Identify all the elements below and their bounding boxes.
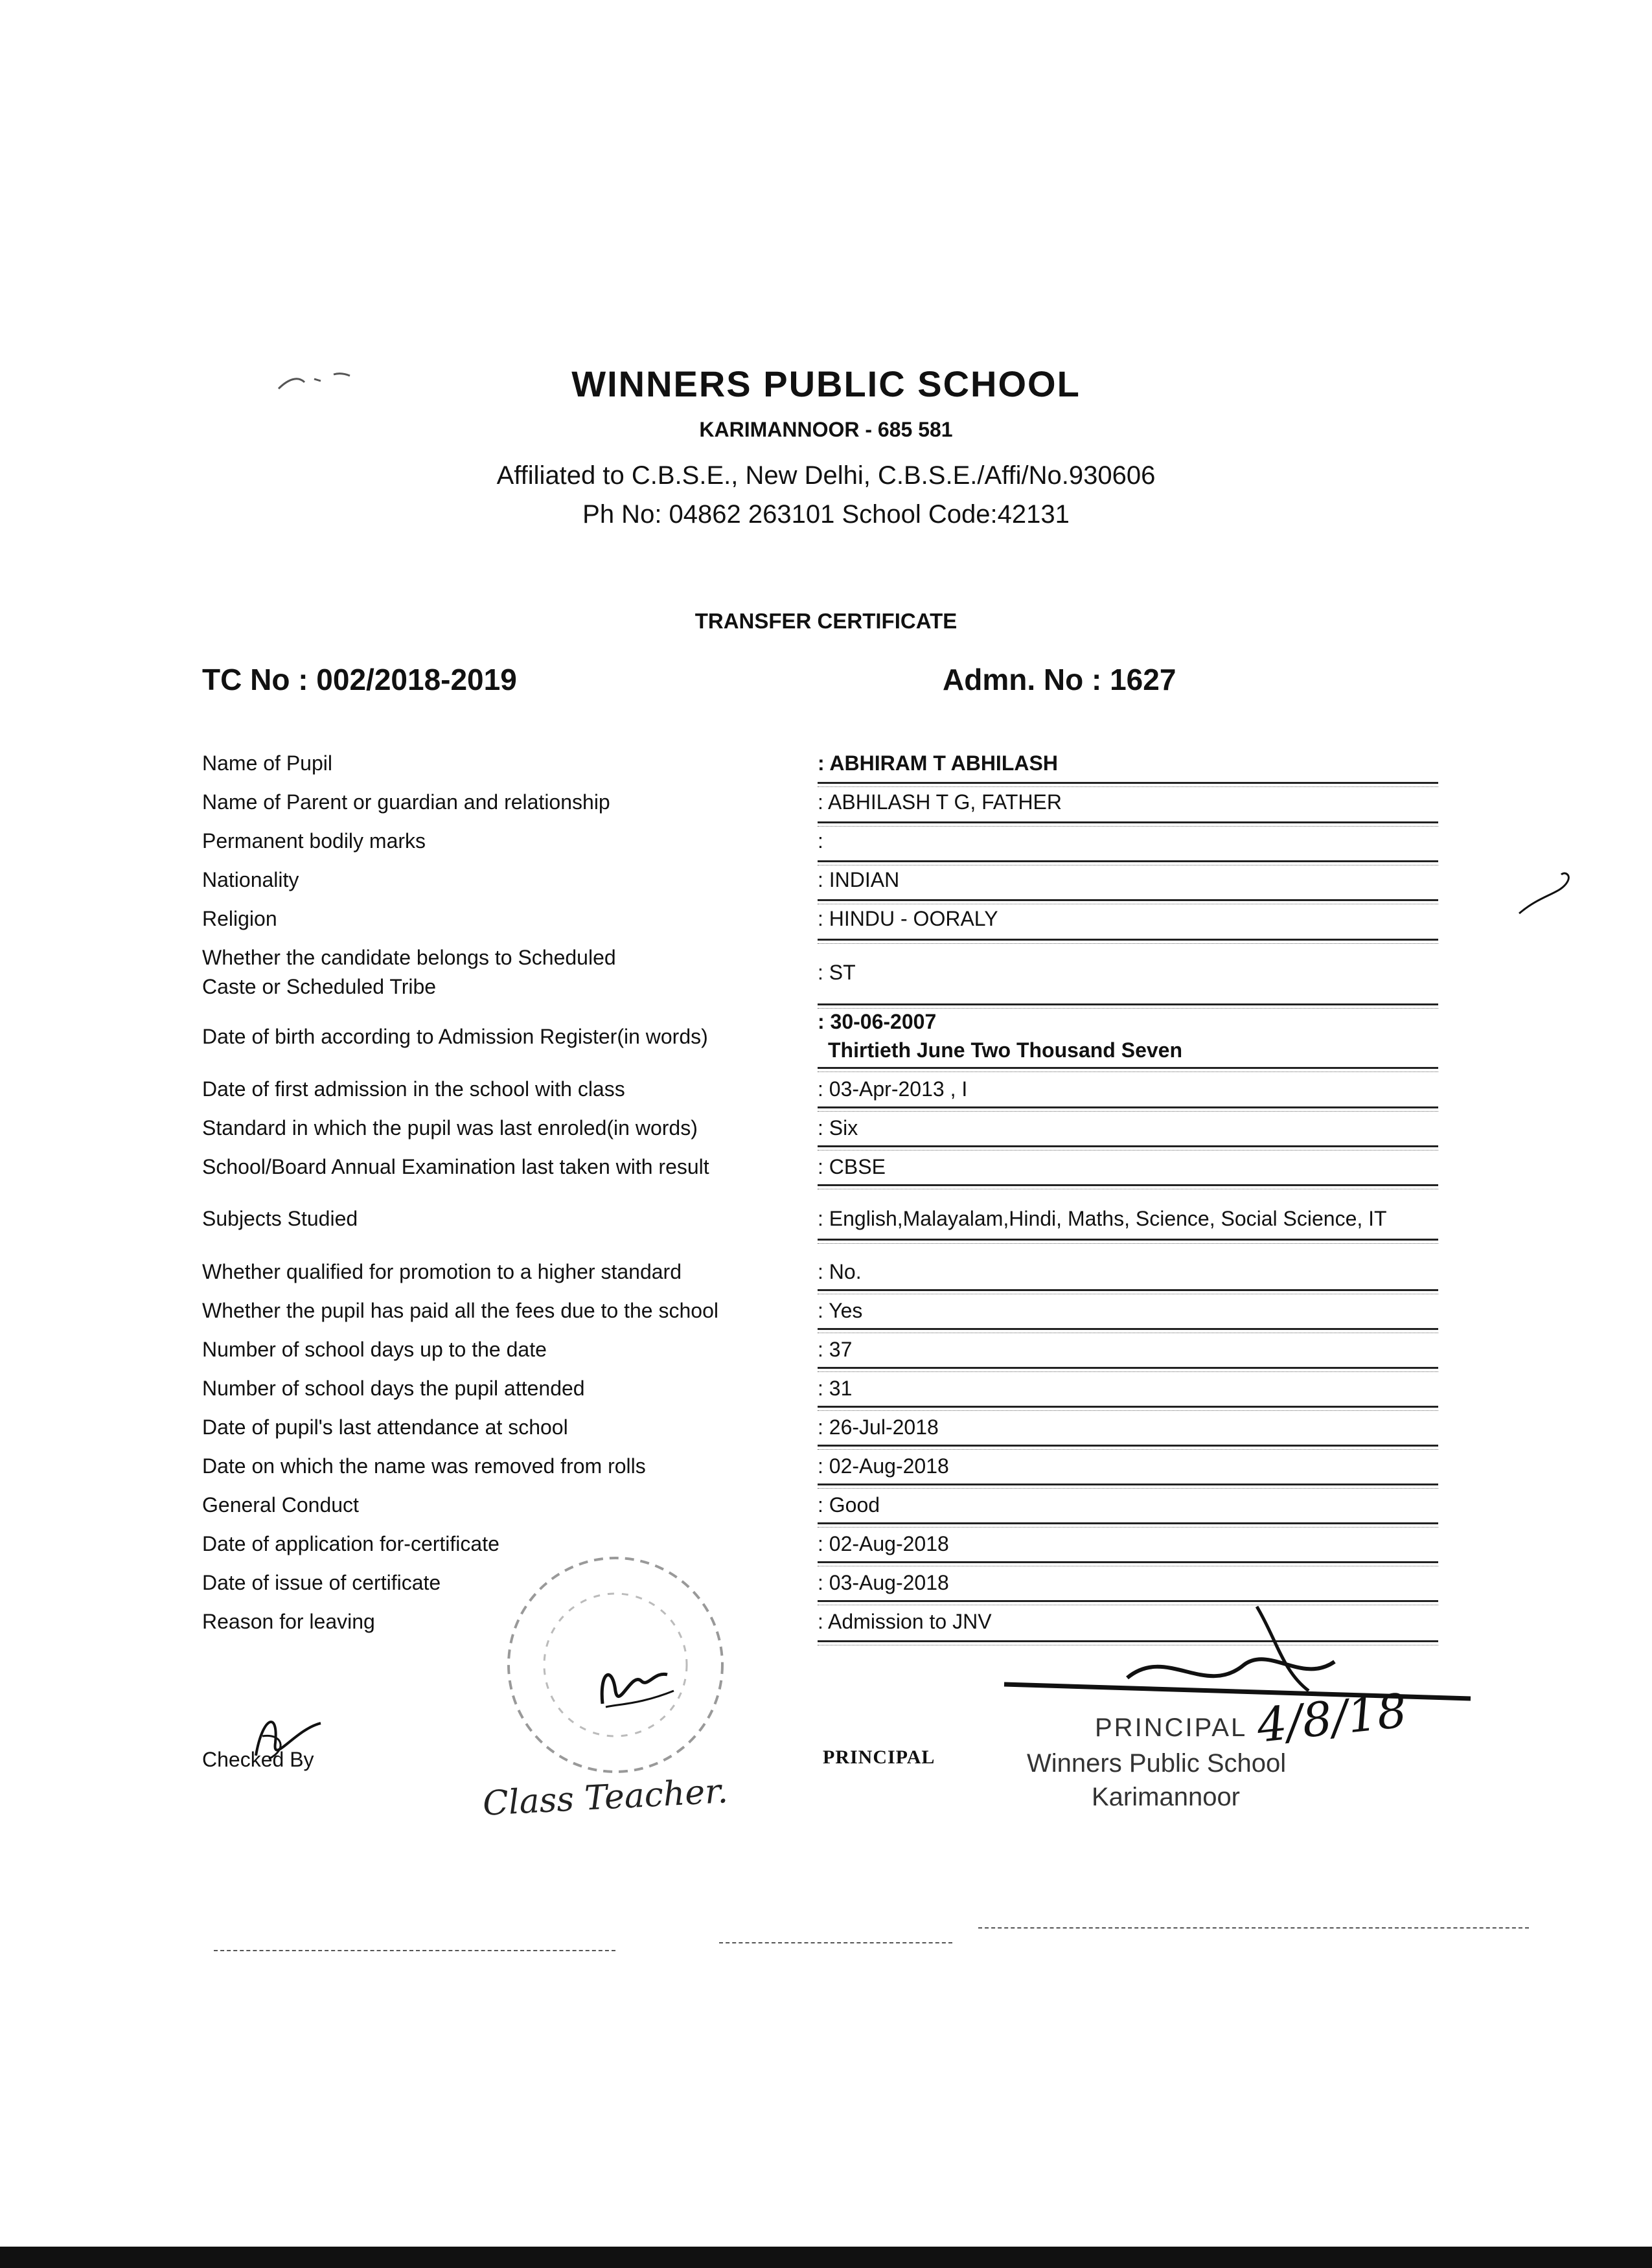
field-label: Permanent bodily marks [202,829,426,853]
field-underline [818,1106,1438,1108]
field-label: Whether qualified for promotion to a higher standard [202,1260,682,1283]
field-underline [818,782,1438,784]
school-address: KARIMANNOOR - 685 581 [699,418,953,441]
principal-label: PRINCIPAL [823,1747,935,1768]
field-label: Whether the pupil has paid all the fees due to the school [202,1299,718,1322]
scan-line [719,1942,952,1943]
field-label: Nationality [202,868,299,891]
field-underline [818,1445,1438,1447]
field-value: : No. [818,1260,862,1283]
field-underline [818,939,1438,941]
field-underline [818,1367,1438,1369]
scan-mark-icon [275,369,353,395]
field-underline [818,1483,1438,1485]
field-value: : HINDU - OORALY [818,907,998,930]
principal-stamp-line1: PRINCIPAL [1095,1713,1248,1742]
field-value: : 03-Apr-2013 , I [818,1077,968,1101]
field-underline [818,1328,1438,1330]
field-label: Date of first admission in the school with class [202,1077,625,1101]
field-underline [818,1522,1438,1524]
principal-stamp-line3: Karimannoor [1092,1783,1241,1811]
field-value: : 26-Jul-2018 [818,1415,939,1439]
field-value: : English,Malayalam,Hindi, Maths, Science, Social Science, IT [818,1207,1387,1230]
field-value: : ABHIRAM T ABHILASH [818,751,1058,775]
field-label-cont: Caste or Scheduled Tribe [202,975,437,998]
scan-line [214,1950,615,1951]
field-label: Religion [202,907,277,930]
field-value: : [818,829,823,853]
document-title: TRANSFER CERTIFICATE [694,609,958,633]
field-label: Name of Parent or guardian and relationship [202,790,610,814]
school-affiliation: Affiliated to C.B.S.E., New Delhi, C.B.S.E./Affi/No.930606 [496,461,1156,490]
field-value: : Admission to JNV [818,1610,992,1633]
admission-number: Admn. No : 1627 [943,663,1176,696]
school-name: WINNERS PUBLIC SCHOOL [571,363,1081,404]
principal-stamp-line2: Winners Public School [1027,1749,1287,1778]
field-label: Date of application for-certificate [202,1532,499,1555]
field-value: : ABHILASH T G, FATHER [818,790,1062,814]
field-underline [818,1067,1438,1069]
field-value: : Six [818,1116,858,1140]
field-label: Date of issue of certificate [202,1571,441,1594]
field-underline [818,1003,1438,1005]
field-label: School/Board Annual Examination last taken with result [202,1155,709,1178]
field-value: : Good [818,1493,880,1517]
field-label: Date of pupil's last attendance at school [202,1415,568,1439]
field-label: Number of school days up to the date [202,1338,547,1361]
field-value: : 31 [818,1377,853,1400]
field-underline [818,1184,1438,1186]
field-underline [818,821,1438,823]
class-teacher-signature: Class Teacher. [481,1772,729,1824]
field-label: Date of birth according to Admission Register(in words) [202,1025,708,1048]
field-underline [818,1406,1438,1408]
field-value: : 02-Aug-2018 [818,1454,949,1478]
field-value: : 03-Aug-2018 [818,1571,949,1594]
field-value: : INDIAN [818,868,900,891]
field-value-cont: Thirtieth June Two Thousand Seven [828,1038,1182,1062]
checked-by-signature-icon [243,1704,334,1775]
field-underline [818,1289,1438,1291]
field-value: : 02-Aug-2018 [818,1532,949,1555]
field-underline [818,1561,1438,1563]
checked-by-label: Checked By [202,1748,314,1771]
field-underline [818,899,1438,901]
field-label: Name of Pupil [202,751,332,775]
field-label: Date on which the name was removed from rolls [202,1454,646,1478]
field-value: : ST [818,961,856,984]
scan-line [978,1927,1529,1929]
field-label: General Conduct [202,1493,359,1517]
field-underline [818,860,1438,862]
scan-mark-icon [1516,868,1574,920]
scan-bottom-edge [0,2247,1652,2268]
field-label: Subjects Studied [202,1207,358,1230]
field-value: : Yes [818,1299,863,1322]
field-label: Reason for leaving [202,1610,375,1633]
field-label: Standard in which the pupil was last enroled(in words) [202,1116,698,1140]
tc-number: TC No : 002/2018-2019 [202,663,517,696]
field-value: : 37 [818,1338,853,1361]
school-phone-code: Ph No: 04862 263101 School Code:42131 [582,500,1070,529]
field-label: Number of school days the pupil attended [202,1377,585,1400]
school-seal-icon [492,1542,739,1788]
field-underline [818,1145,1438,1147]
field-underline [818,1239,1438,1241]
field-value: : 30-06-2007 [818,1010,937,1033]
field-label: Whether the candidate belongs to Scheduled [202,946,616,969]
field-value: : CBSE [818,1155,886,1178]
principal-sign-date: 4/8/18 [1254,1683,1410,1753]
